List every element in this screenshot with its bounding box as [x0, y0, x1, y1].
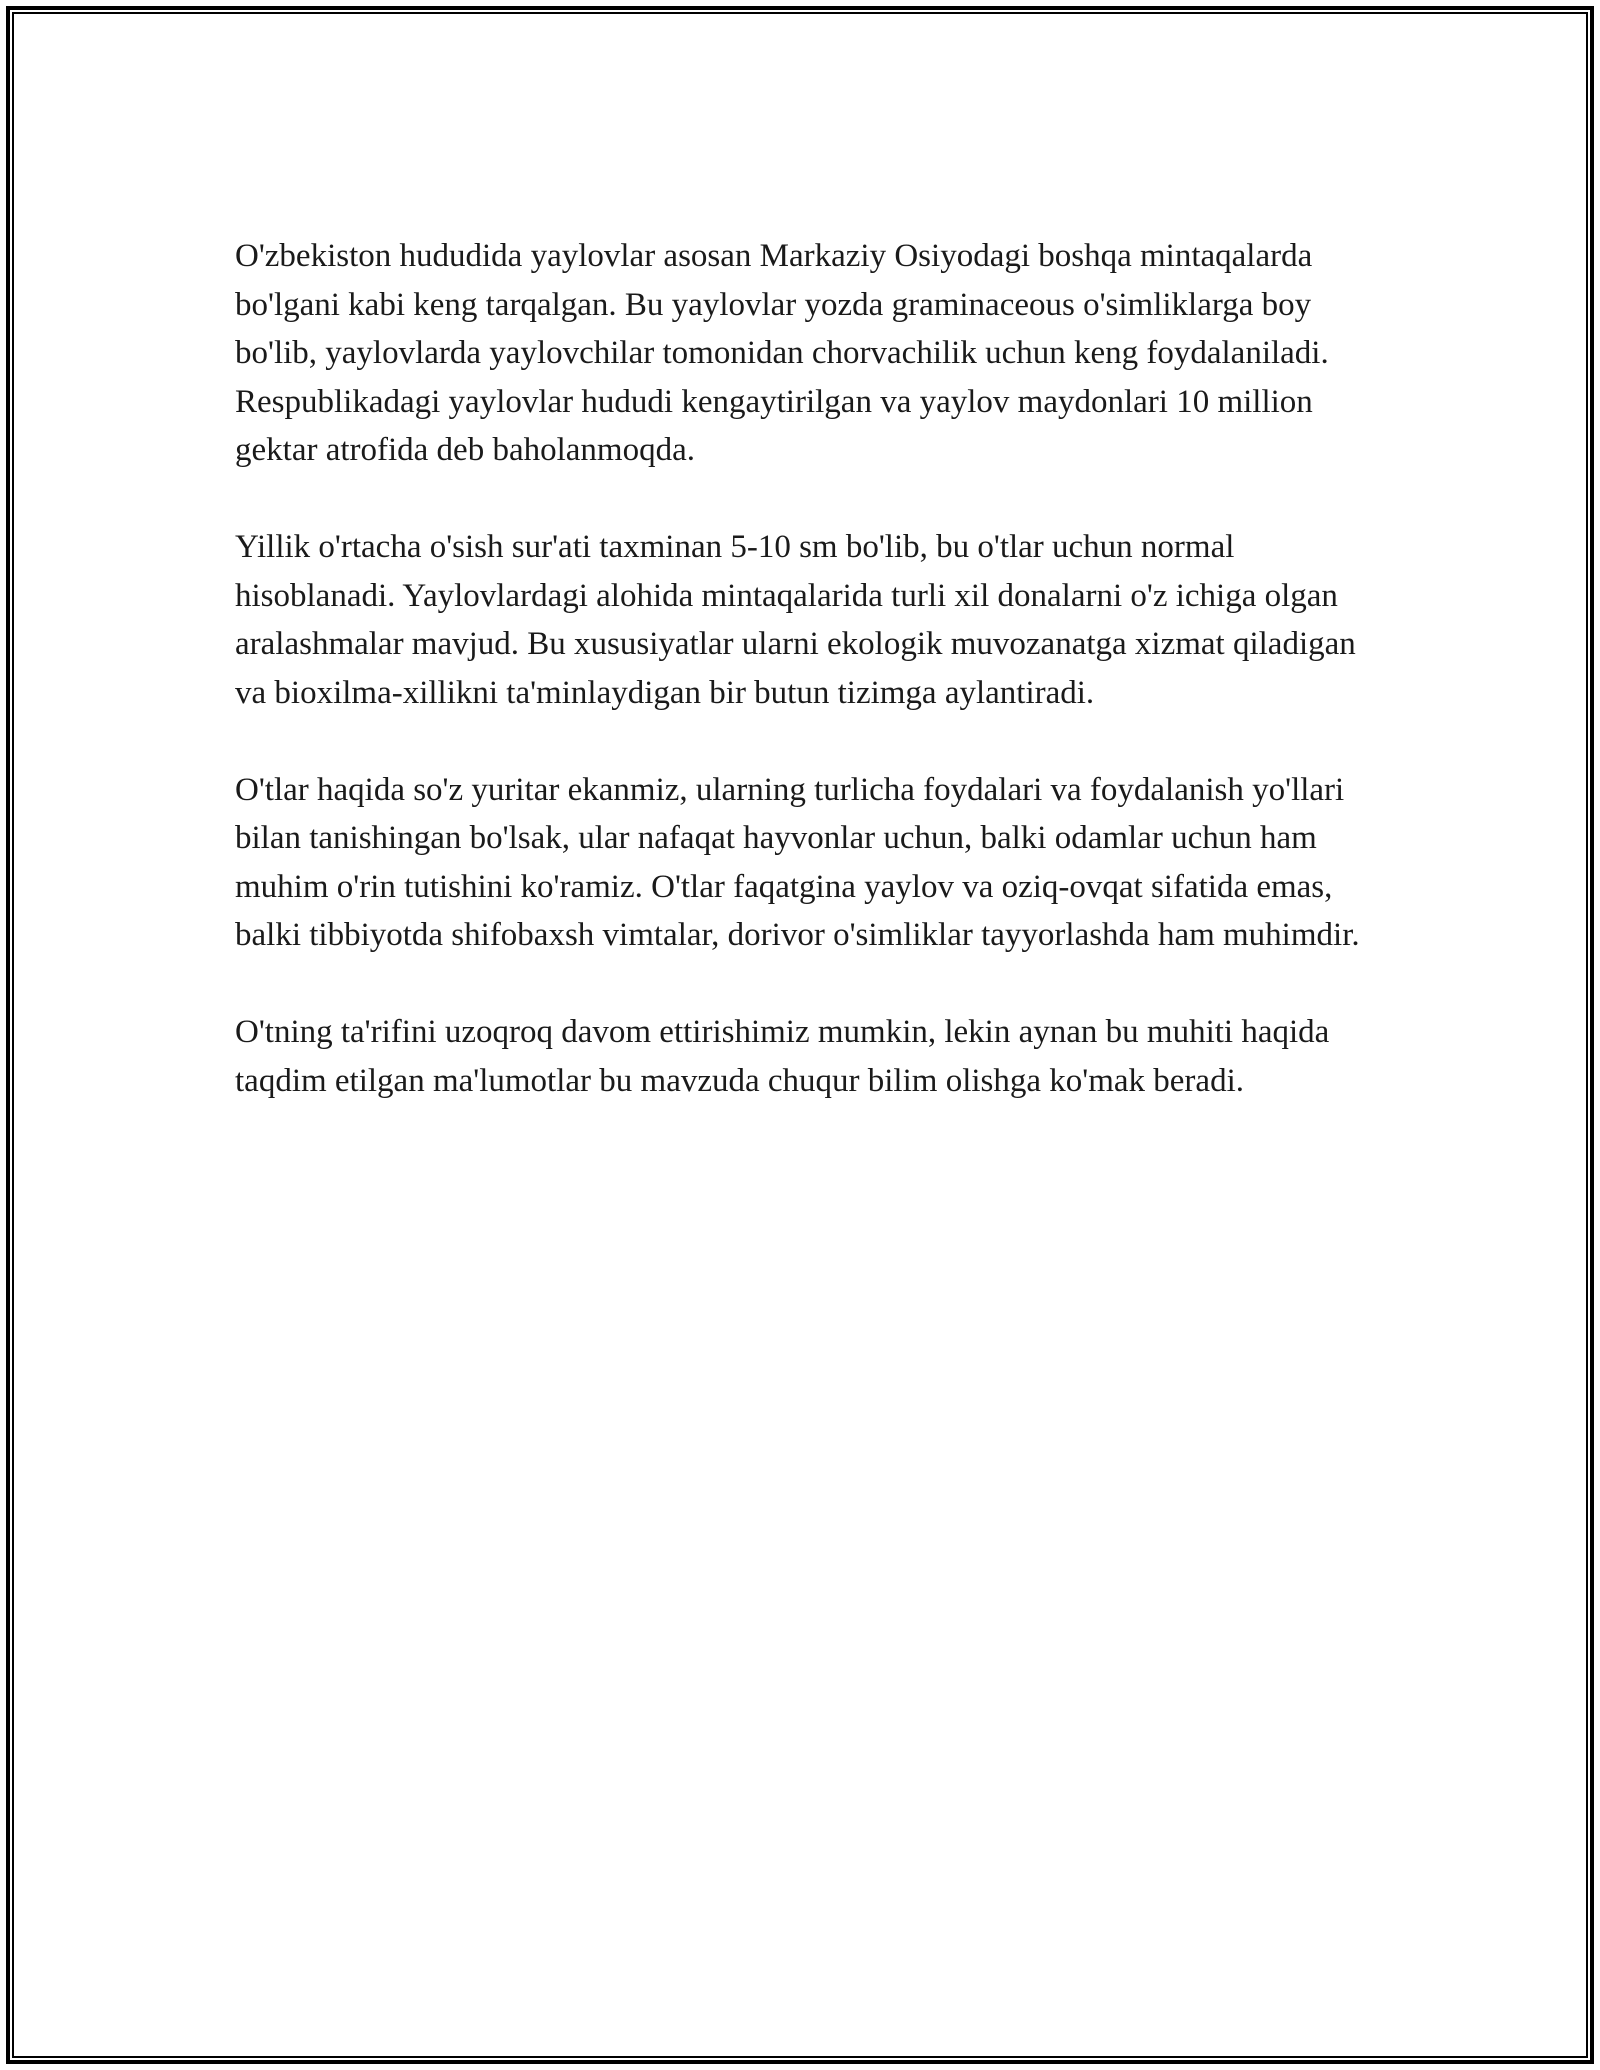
paragraph-2: Yillik o'rtacha o'sish sur'ati taxminan 5-10 sm bo'lib, bu o'tlar uchun normal hisoblanadi. Yaylovlardagi alohida mintaqalarida turli xil donalarni o'z ichiga olgan aralashmalar mavjud. Bu xususiyatlar ularni ekologik muvozanatga xizmat qiladigan va bioxilma-xillikni ta'minlaydigan bir butun tizimga aylantiradi. [235, 529, 1356, 711]
paragraph-1: O'zbekiston hududida yaylovlar asosan Markaziy Osiyodagi boshqa mintaqalarda bo'lgani kabi keng tarqalgan. Bu yaylovlar yozda graminaceous o'simliklarga boy bo'lib, yaylovlarda yaylovchilar tomonidan chorvachilik uchun keng foydalaniladi. Respublikadagi yaylovlar hududi kengaytirilgan va yaylov maydonlari 10 million gektar atrofida deb baholanmoqda. [235, 238, 1329, 468]
document-body [235, 232, 1370, 1154]
paragraph-3: O'tlar haqida so'z yuritar ekanmiz, ularning turlicha foydalari va foydalanish yo'llari bilan tanishingan bo'lsak, ular nafaqat hayvonlar uchun, balki odamlar uchun ham muhim o'rin tutishini ko'ramiz. O'tlar faqatgina yaylov va oziq-ovqat sifatida emas, balki tibbiyotda shifobaxsh vimtalar, dorivor o'simliklar tayyorlashda ham muhimdir. [235, 771, 1360, 953]
paragraph-4: O'tning ta'rifini uzoqroq davom ettirishimiz mumkin, lekin aynan bu muhiti haqida taqdim etilgan ma'lumotlar bu mavzuda chuqur bilim olishga ko'mak beradi. [235, 1014, 1330, 1099]
